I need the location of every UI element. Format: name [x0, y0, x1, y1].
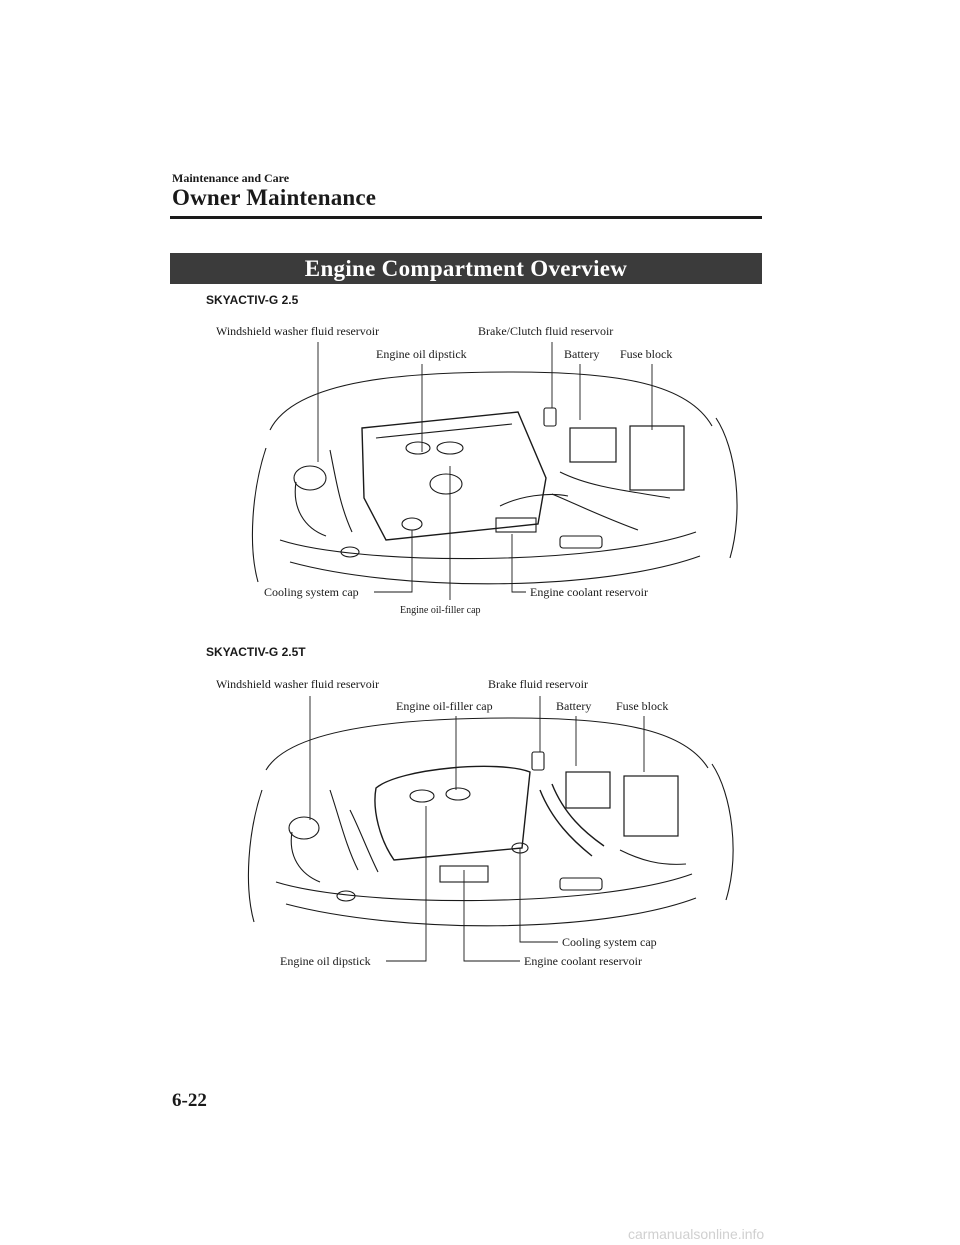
engine-illustration-1 — [200, 300, 760, 620]
label-battery: Battery — [564, 347, 600, 361]
page-number: 6-22 — [172, 1090, 207, 1111]
section-label: Maintenance and Care — [172, 171, 290, 185]
variant-label-2: SKYACTIV-G 2.5T — [206, 645, 306, 659]
section-banner: Engine Compartment Overview — [170, 253, 762, 284]
label-oil-filler-cap: Engine oil-filler cap — [400, 605, 481, 616]
label-cooling-cap: Cooling system cap — [264, 585, 359, 599]
label-brake-reservoir: Brake fluid reservoir — [488, 677, 588, 691]
label-washer-reservoir: Windshield washer fluid reservoir — [216, 677, 380, 691]
label-fuse-block: Fuse block — [620, 347, 673, 361]
label-cooling-cap: Cooling system cap — [562, 935, 657, 949]
battery-shape — [566, 772, 610, 808]
label-oil-dipstick: Engine oil dipstick — [280, 954, 371, 968]
label-oil-filler-cap: Engine oil-filler cap — [396, 699, 493, 713]
label-brake-clutch-reservoir: Brake/Clutch fluid reservoir — [478, 324, 614, 338]
engine-diagram-1 — [200, 300, 760, 620]
fuse-block-shape — [624, 776, 678, 836]
battery-shape — [570, 428, 616, 462]
watermark: carmanualsonline.info — [628, 1226, 765, 1242]
label-coolant-reservoir: Engine coolant reservoir — [524, 954, 642, 968]
engine-cover — [362, 412, 546, 540]
title-rule — [170, 216, 762, 219]
label-oil-dipstick: Engine oil dipstick — [376, 347, 467, 361]
label-coolant-reservoir: Engine coolant reservoir — [530, 585, 648, 599]
engine-cover — [375, 766, 530, 860]
engine-diagram-2 — [200, 660, 760, 980]
page-title: Owner Maintenance — [172, 185, 377, 210]
variant-label-1: SKYACTIV-G 2.5 — [206, 293, 299, 307]
label-fuse-block: Fuse block — [616, 699, 669, 713]
fuse-block-shape — [630, 426, 684, 490]
engine-illustration-2 — [200, 660, 760, 980]
label-washer-reservoir: Windshield washer fluid reservoir — [216, 324, 380, 338]
label-battery: Battery — [556, 699, 592, 713]
leader-lines-2 — [310, 696, 644, 961]
